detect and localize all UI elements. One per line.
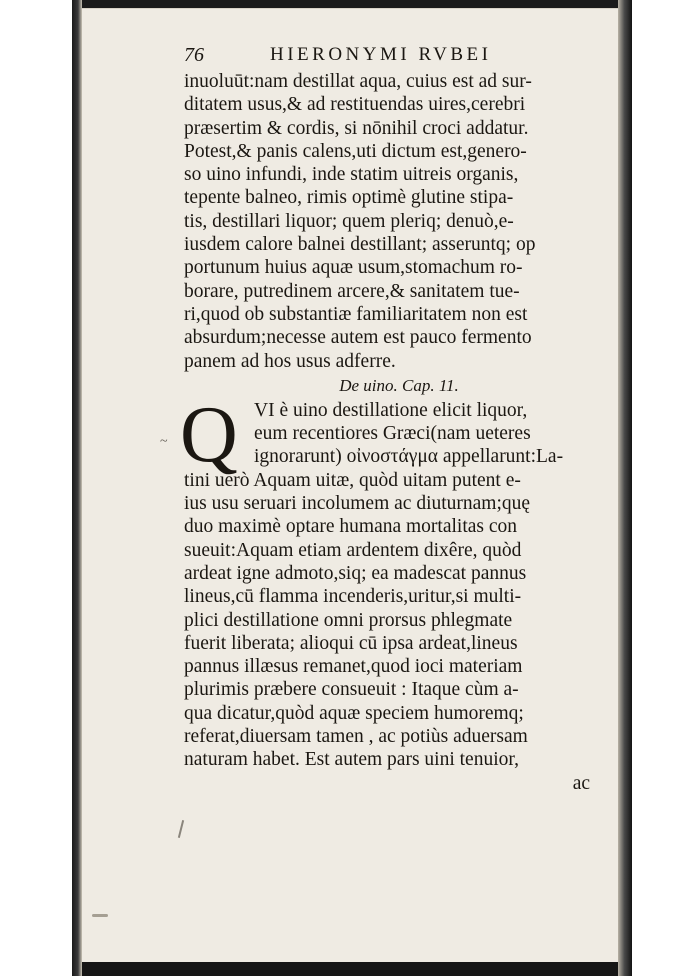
- catchword: ac: [572, 772, 590, 794]
- text-line: tini uerò Aquam uitæ, quòd uitam putent e-: [184, 469, 521, 491]
- text-line: præsertim & cordis, si nōnihil croci addatur.: [184, 117, 529, 139]
- page-text: [180, 44, 594, 796]
- text-line: iusdem calore balnei destillant; asseruntq; op: [184, 234, 536, 256]
- text-line: ri,quod ob substantiæ familiaritatem non est: [184, 303, 528, 325]
- text-line: ditatem usus,& ad restituendas uires,cerebri: [184, 94, 526, 116]
- text-line: tis, destillari liquor; quem pleriq; denuò,e-: [184, 210, 514, 232]
- page-bottom-border: [72, 962, 632, 976]
- text-line: qua dicatur,quòd aquæ speciem humoremq;: [184, 702, 524, 724]
- text-line: portunum huius aquæ usum,stomachum ro-: [184, 257, 523, 279]
- text-line: inuoluūt:nam destillat aqua, cuius est ad sur-: [184, 71, 532, 92]
- page-right-border: [618, 0, 632, 976]
- text-line: eum recentiores Græci(nam ueteres: [254, 423, 531, 445]
- text-line: Potest,& panis calens,uti dictum est,genero-: [184, 140, 527, 162]
- text-line: ius usu seruari incolumem ac diuturnam;quę: [184, 493, 531, 515]
- text-line: sueuit:Aquam etiam ardentem dixêre, quòd: [184, 539, 522, 561]
- text-line: plici destillatione omni prorsus phlegmate: [184, 609, 513, 631]
- page-header: [184, 44, 594, 70]
- text-line: fuerit liberata; alioqui cū ipsa ardeat,lineus: [184, 632, 518, 654]
- running-head: HIERONYMI RVBEI: [270, 44, 492, 65]
- text-block-continuation: [184, 70, 594, 373]
- text-line: absurdum;necesse autem est pauco fermento: [184, 327, 532, 349]
- paper-stain: [92, 914, 108, 917]
- text-line: borare, putredinem arcere,& sanitatem tue-: [184, 280, 520, 302]
- text-line: plurimis præbere consueuit : Itaque cùm a-: [184, 679, 519, 701]
- text-line: VI è uino destillatione elicit liquor,: [254, 399, 528, 421]
- text-line: panem ad hos usus adferre.: [184, 350, 396, 372]
- page-left-border: [72, 0, 82, 976]
- text-line: referat,diuersam tamen , ac potiùs aduersam: [184, 726, 528, 748]
- text-line: lineus,cū flamma incenderis,uritur,si multi-: [184, 586, 522, 608]
- chapter-title: De uino. Cap. 11.: [339, 375, 459, 395]
- text-line: duo maximè optare humana mortalitas con: [184, 516, 518, 538]
- text-line: tepente balneo, rimis optimè glutine stipa-: [184, 187, 514, 209]
- text-line: pannus illæsus remanet,quod ioci materiam: [184, 656, 523, 678]
- page-number: 76: [184, 44, 204, 66]
- page-top-border: [72, 0, 632, 8]
- text-line: ignorarunt) οἰνοστάγμα appellarunt:La-: [254, 446, 564, 468]
- text-line: naturam habet. Est autem pars uini tenuior,: [184, 749, 519, 771]
- drop-cap: Q: [180, 390, 238, 479]
- text-line: so uino infundi, inde statim uitreis organis,: [184, 164, 519, 186]
- margin-mark: ~: [160, 434, 168, 449]
- chapter-body: [180, 390, 594, 796]
- text-line: ardeat igne admoto,siq; ea madescat pannus: [184, 562, 527, 584]
